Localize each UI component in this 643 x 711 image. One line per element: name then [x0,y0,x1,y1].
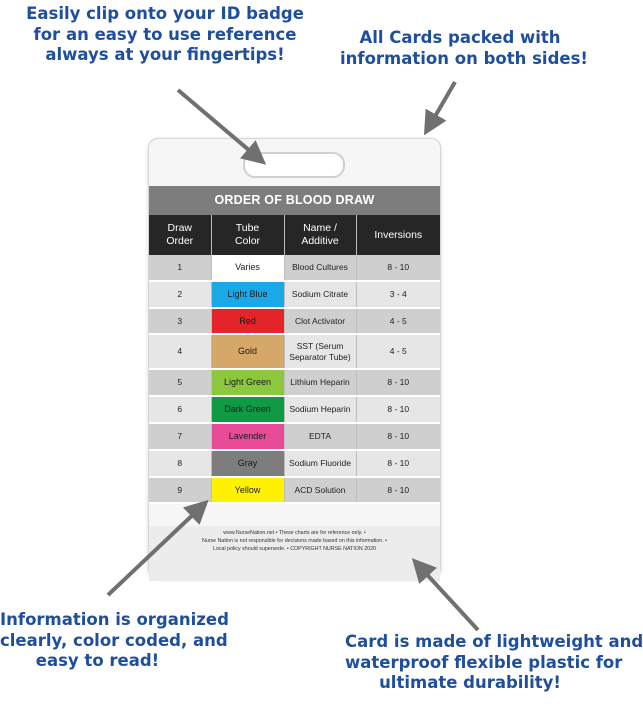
additive-cell [284,334,356,369]
table-row [149,255,440,281]
callout-both-sides [340,28,588,69]
additive-line: EDTA [308,431,332,442]
table-row [149,308,440,334]
callout-line: information on both sides! [340,48,588,68]
additive-cell [284,396,356,423]
callout-line: Card is made of lightweight and [345,632,643,651]
additive-line: ACD Solution [294,484,346,495]
draw-order-cell: 2 [149,281,211,308]
callout-material [345,632,643,694]
inversions-cell: 3 - 4 [356,281,440,308]
inversions-cell: 8 - 10 [356,423,440,450]
inversions-cell: 8 - 10 [356,450,440,477]
draw-order-cell: 9 [149,477,211,503]
header-draw-order: Draw Order [149,215,211,255]
additive-cell [284,255,356,281]
callout-line: All Cards packed with [359,28,561,47]
tube-color-cell: Light Green [211,369,284,396]
draw-order-cell: 7 [149,423,211,450]
draw-order-cell: 3 [149,308,211,334]
card-footer [149,526,440,581]
inversions-cell: 8 - 10 [356,396,440,423]
additive-line: Sodium Heparin [289,404,351,415]
tube-color-cell: Gray [211,450,284,477]
inversions-cell: 4 - 5 [356,308,440,334]
additive-cell [284,423,356,450]
callout-line: clearly, color coded, and [0,630,228,650]
tube-color-cell: Gold [211,334,284,369]
inversions-cell: 8 - 10 [356,255,440,281]
header-tube-color: Tube Color [211,215,284,255]
arrow-to-card-corner [430,82,455,125]
draw-order-cell: 8 [149,450,211,477]
callout-clip-onto-badge [20,4,310,66]
draw-order-cell: 1 [149,255,211,281]
table-row [149,281,440,308]
inversions-cell: 4 - 5 [356,334,440,369]
callout-line: Easily clip onto your ID badge [26,4,304,23]
additive-line: Sodium Fluoride [289,458,351,469]
callout-line: for an easy to use reference [33,24,297,44]
header-inversions: Inversions [356,215,440,255]
callout-line: waterproof flexible plastic for [345,652,623,672]
additive-line: Sodium Citrate [291,289,349,300]
tube-color-cell: Red [211,308,284,334]
callout-line: Information is organized [0,610,229,629]
footer-line: Nurse Nation is not responsible for decisions made based on this information. • [202,537,387,544]
callout-line: easy to read! [35,651,160,671]
callout-organized [0,610,229,672]
card-title: ORDER OF BLOOD DRAW [149,186,440,215]
order-table [149,215,440,504]
table-row [149,477,440,503]
inversions-cell: 8 - 10 [356,477,440,503]
table-header-row [149,215,440,255]
draw-order-cell: 4 [149,334,211,369]
callout-line: always at your fingertips! [45,45,285,65]
additive-cell [284,308,356,334]
additive-cell [284,281,356,308]
tube-color-cell: Varies [211,255,284,281]
additive-cell [284,477,356,503]
tube-color-cell: Yellow [211,477,284,503]
footer-line: www.NurseNation.net • These charts are for reference only. • [223,530,366,536]
header-name-additive: Name / Additive [284,215,356,255]
additive-line: Blood Cultures [292,262,348,273]
table-row [149,423,440,450]
additive-line: Clot Activator [294,315,346,326]
additive-cell [284,450,356,477]
table-row [149,369,440,396]
additive-line: Separator Tube) [289,351,351,362]
callout-line: ultimate durability! [379,673,561,693]
footer-line: Local policy should supersede. • COPYRIGHT NURSE NATION 2020 [213,545,376,552]
badge-clip-slot [243,152,345,178]
additive-line: SST (Serum [296,341,344,352]
tube-color-cell: Dark Green [211,396,284,423]
additive-cell [284,369,356,396]
table-row [149,450,440,477]
draw-order-cell: 5 [149,369,211,396]
table-row [149,396,440,423]
additive-line: Lithium Heparin [290,377,350,388]
tube-color-cell: Lavender [211,423,284,450]
tube-color-cell: Light Blue [211,281,284,308]
inversions-cell: 8 - 10 [356,369,440,396]
blood-draw-card [148,138,441,578]
table-row [149,334,440,369]
draw-order-cell: 6 [149,396,211,423]
